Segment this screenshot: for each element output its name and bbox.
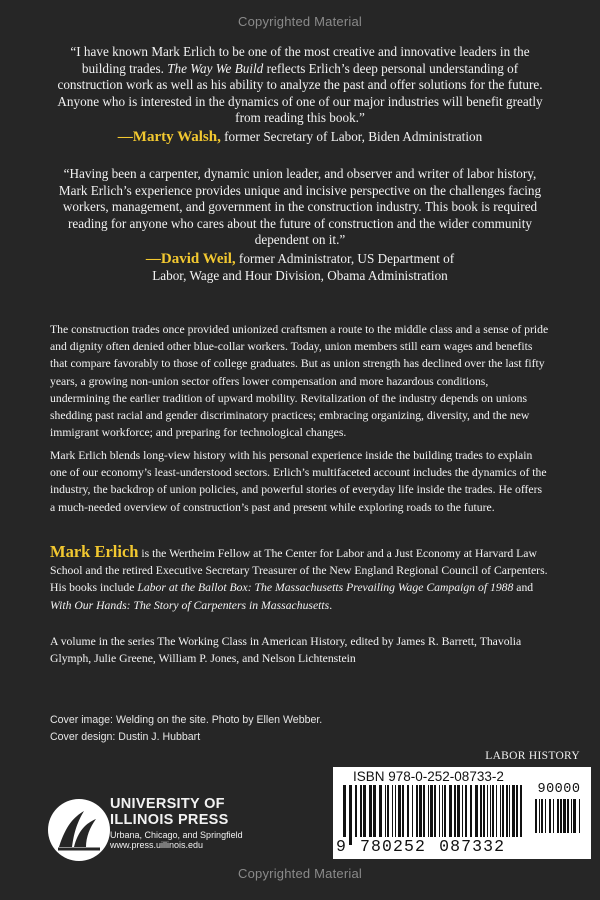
publisher-logo-icon xyxy=(44,795,114,865)
watermark-top: Copyrighted Material xyxy=(238,14,362,29)
barcode-bar xyxy=(470,785,472,837)
barcode-bar xyxy=(439,785,440,837)
barcode-bar xyxy=(454,785,456,837)
addon-barcode-bars xyxy=(535,799,585,843)
barcode-bar xyxy=(567,799,569,833)
quote-text: “Having been a carpenter, dynamic union leader, and observer and writer of labor history, Mark Erlich’s experience provides unique and incisive perspective on the challenges facing workers, management, and government in the construction industry. This book is required reading for anyone who cares about the future of construction and the wider community dependent on it.” xyxy=(58,166,542,248)
barcode-bar xyxy=(553,799,554,833)
cover-image-credit: Cover image: Welding on the site. Photo by Ellen Webber. xyxy=(50,714,323,726)
cover-design-credit: Cover design: Dustin J. Hubbart xyxy=(50,731,201,743)
quote-text-end: reflects Erlich’s deep personal understanding of construction work as well as his ability to analyze the past and offer solutions for the future. Anyone who is interested in the dynamics of one of our major industries will benefit greatly from reading this book.” xyxy=(57,60,543,126)
addon-digits: 90000 xyxy=(537,782,581,797)
author-bio xyxy=(50,543,550,614)
barcode-bar xyxy=(457,785,460,837)
quote-book-title: The Way We Build xyxy=(167,60,264,76)
description-paragraph-1: The construction trades once provided unionized craftsmen a route to the middle class and a sense of pride and dignity often denied other blue-collar workers. Today, union members still earn wages and benefits that compare favorably to those of college graduates. But as union strength has declined over the last fifty years, a growing non-union sector offers lower compensation and more hazardous conditions, undermining the earlier tradition of upward mobility. Revitalization of the industry depends on unions shedding past racial and gender discriminatory practices; embracing organizing, diversity, and the new immigrant workforce; and preparing for technological changes. xyxy=(50,323,549,440)
barcode-bar xyxy=(402,785,404,837)
barcode-bar xyxy=(496,785,497,837)
quote-text xyxy=(56,44,544,127)
barcode-bar xyxy=(385,785,386,837)
ean-first-digit: 9 xyxy=(336,837,348,856)
barcode-bar xyxy=(557,799,559,833)
attribution-title: former Administrator, US Department of xyxy=(235,250,455,266)
attribution-title-line2: Labor, Wage and Hour Division, Obama Administration xyxy=(152,267,448,283)
ean-right-digits: 087332 xyxy=(439,837,506,856)
barcode-bar xyxy=(360,785,362,837)
attribution-name: —Marty Walsh, xyxy=(117,128,221,145)
ean-digits xyxy=(335,837,525,856)
isbn-barcode xyxy=(333,767,591,859)
barcode-bar xyxy=(539,799,540,833)
publisher-name-block xyxy=(110,796,310,850)
barcode-bar xyxy=(487,785,488,837)
barcode-bar xyxy=(480,785,482,837)
barcode-bar xyxy=(363,785,366,837)
barcode-bar xyxy=(343,785,346,845)
description-paragraph-2: Mark Erlich blends long-view history with his personal experience inside the building trades to explain one of our economy’s least-understood sectors. Erlich’s multifaceted account includes the dynamics of the industry, the backdrop of union policies, and powerful stories of everyday life inside the trades. He offers a much-needed overview of construction’s past and present while exploring roads to the future. xyxy=(50,449,547,514)
barcode-bar xyxy=(509,785,510,837)
barcode-bar xyxy=(520,785,522,837)
watermark-bottom: Copyrighted Material xyxy=(238,866,362,881)
blurb-quote-weil xyxy=(56,166,544,284)
barcode-bar xyxy=(560,799,562,833)
blurb-quote-walsh xyxy=(56,44,544,146)
category-label: LABOR HISTORY xyxy=(485,750,580,762)
barcode-bar xyxy=(419,785,422,837)
barcode-bar xyxy=(355,785,357,837)
barcode-bar xyxy=(423,785,425,837)
barcode-bar xyxy=(490,785,491,837)
barcode-bar xyxy=(349,785,352,845)
barcode-bar xyxy=(541,799,543,833)
barcode-bar xyxy=(545,799,546,833)
barcode-bar xyxy=(573,799,576,833)
cover-credits xyxy=(50,712,410,746)
author-book-title: With Our Hands: The Story of Carpenters in Massachusetts xyxy=(50,598,330,612)
publisher-name-line2: ILLINOIS PRESS xyxy=(110,812,229,828)
barcode-bar xyxy=(369,785,372,837)
publisher-url: www.press.uillinois.edu xyxy=(110,840,204,850)
ean-left-digits: 780252 xyxy=(360,837,427,856)
quote-attribution xyxy=(56,129,544,146)
barcode-bar xyxy=(535,799,537,833)
barcode-bar xyxy=(373,785,376,837)
publisher-location: Urbana, Chicago, and Springfield xyxy=(110,830,243,840)
barcode-bar xyxy=(428,785,429,837)
barcode-bar xyxy=(398,785,401,837)
barcode-bar xyxy=(434,785,436,837)
barcode-bar xyxy=(449,785,452,837)
barcode-bar xyxy=(387,785,389,837)
author-book-title: Labor at the Ballot Box: The Massachusetts Prevailing Wage Campaign of 1988 xyxy=(137,581,514,595)
barcode-bar xyxy=(563,799,566,833)
barcode-bar xyxy=(416,785,418,837)
barcode-bar xyxy=(442,785,443,837)
barcode-bar xyxy=(430,785,433,837)
publisher-name-line1: UNIVERSITY OF xyxy=(110,796,225,812)
barcode-bar xyxy=(549,799,551,833)
author-bio-text: and xyxy=(513,581,534,595)
barcode-bar xyxy=(407,785,409,837)
barcode-bar xyxy=(492,785,494,837)
barcode-bar xyxy=(483,785,485,837)
barcode-bar xyxy=(379,785,382,837)
barcode-bar xyxy=(516,785,518,837)
series-note: A volume in the series The Working Class in American History, edited by James R. Barrett, Thavolia Glymph, Julie Greene, William P. Jones, and Nelson Lichtenstein xyxy=(50,635,522,666)
author-bio-text: . xyxy=(329,598,333,612)
quote-attribution xyxy=(56,251,544,284)
barcode-bar xyxy=(392,785,393,837)
barcode-bar xyxy=(579,799,580,833)
isbn-label: ISBN 978-0-252-08733-2 xyxy=(353,769,504,784)
barcode-bar xyxy=(462,785,463,837)
barcode-bar xyxy=(475,785,478,837)
attribution-title: former Secretary of Labor, Biden Administration xyxy=(220,128,483,144)
author-bio-text: is the Wertheim Fellow at The Center for Labor and a Just Economy at Harvard Law School and the retired Executive Secretary Treasurer of the New England Regional Council of Carpenters. His books include xyxy=(50,547,548,595)
barcode-bar xyxy=(500,785,501,837)
barcode-bar xyxy=(512,785,515,837)
attribution-name: —David Weil, xyxy=(145,250,236,267)
barcode-bar xyxy=(506,785,508,837)
barcode-bar xyxy=(444,785,446,837)
barcode-bar xyxy=(412,785,413,837)
barcode-bar xyxy=(395,785,396,837)
quote-text-start: “I have known Mark Erlich to be one of the most creative and innovative leaders in the building trades. xyxy=(70,44,530,76)
barcode-bar xyxy=(465,785,467,837)
barcode-bar xyxy=(571,799,572,833)
author-name: Mark Erlich xyxy=(50,542,139,561)
barcode-bar xyxy=(502,785,504,837)
